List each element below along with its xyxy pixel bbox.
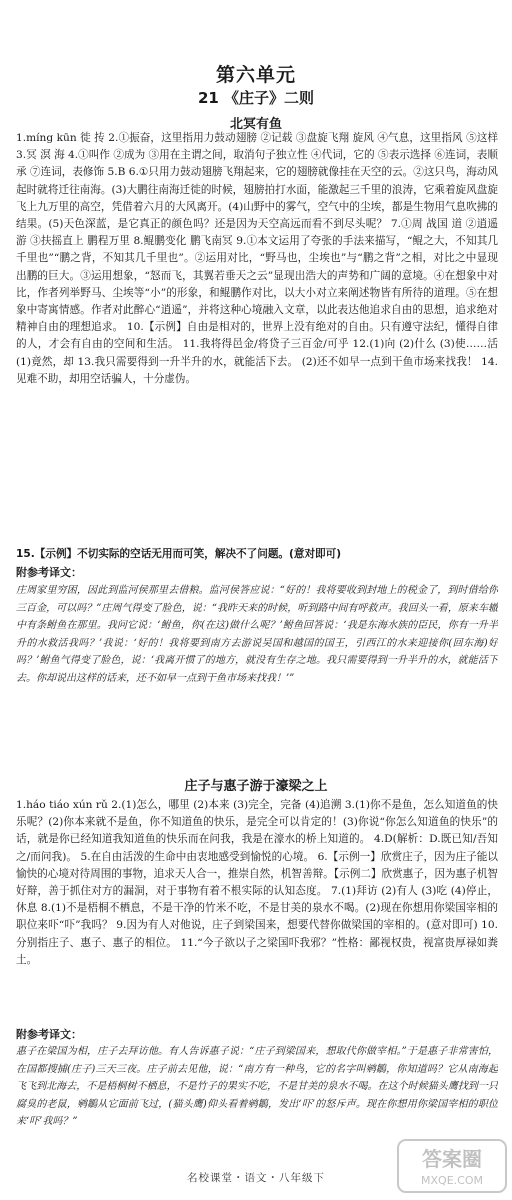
translation-2: 惠子在梁国为相，庄子去拜访他。有人告诉惠子说：“庄子到梁国来，想取代你做宰相。”于是惠子非常害怕，在国都搜捕(庄子)三天三夜。庄子前去见他，说：“南方有一种鸟，它的名字叫鹓鶵，你知道吗？它从南海起飞飞到北海去，不是梧桐树不栖息，不是竹子的果实不吃，不是甘美的泉水不喝。在这个时候猫头鹰找到一只腐臭的老鼠，鹓鶵从它面前飞过，(猫头鹰)仰头看着鹓鶵，发出‘吓’的怒斥声。现在你想用你梁国宰相的职位来‘吓’我吗？” bbox=[16, 1046, 498, 1128]
section1-answer-15: 15.【示例】不切实际的空话无用而可笑，解决不了问题。(意对即可) bbox=[16, 548, 342, 560]
footer: 名校课堂・语文・八年级下 bbox=[187, 1172, 325, 1184]
unit-title: 第六单元 bbox=[215, 64, 296, 86]
reference-translation-label: 附参考译文： bbox=[16, 566, 82, 579]
watermark-logo bbox=[396, 1138, 508, 1194]
svg-text:MXQE.COM: MXQE.COM bbox=[421, 1174, 483, 1187]
lesson-title-21: 21 《庄子》二则 bbox=[197, 89, 315, 107]
reference-translation-label-2: 附参考译文： bbox=[16, 1028, 82, 1041]
section-title-beiming: 北冥有鱼 bbox=[229, 117, 282, 132]
section1-answers: 1.míng kūn 徙 抟 2.①振奋，这里指用力鼓动翅膀 ②记载 ③盘旋飞翔 旋风 ④气息，这里指风 ⑤这样 3.冥 溟 海 4.①叫作 ②成为 ③用在主谓之间，取消句子独立性 ④代词，它的 ⑤表示选择 ⑥连词，表顺承 ⑦连词，表修饰 5.B 6.①只用力鼓动翅膀飞翔起来，它的翅膀就像挂在天空的云。②这只鸟，海动风起时就将迁往南海。(3)大鹏往南海迁徙的时候，翅膀拍打水面，能激起三千里的浪涛，它乘着旋风盘旋飞上九万里的高空，凭借着六月的大风离开。(4)山野中的雾气，空气中的尘埃，都是生物用气息吹拂的结果。(5)天色深蓝，是它真正的颜色吗？还是因为天空高远而看不到尽头呢？ 7.①周 战国 道 ②逍遥游 ③扶摇直上 鹏程万里 8.鲲鹏变化 鹏飞南冥 9.①本文运用了夸张的手法来描写，“鲲之大，不知其几千里也”“鹏之背，不知其几千里也”。②运用对比，“野马也，尘埃也”与“鹏之背”之相，对比之中显现出鹏的巨大。③运用想象，“怒而飞，其翼若垂天之云”显现出浩大的声势和广阔的意境。④在想象中对比，作者列举野马、尘埃等“小”的形象，和鲲鹏作对比，以大小对立来阐述物皆有所待的道理。⑤在想象中寄寓情感。作者对此醉心“逍遥”，并将这种心境融入文章，以此表达他追求自由的思想，追求绝对精神自由的理想追求。 10.【示例】自由是相对的，世界上没有绝对的自由。只有遵守法纪，懂得自律的人，才会有自由的空间和生活。 11.我将得邑金/将贷子三百金/可乎 12.(1)向 (2)什么 (3)使……活 (1)竟然，却 13.我只需要得到一升半升的水，就能活下去。 (2)还不如早一点到干鱼市场来找我！ 14.见难不助，却用空话骗人，十分虚伪。 bbox=[16, 132, 498, 385]
translation-1: 庄周家里穷困，因此到监河侯那里去借粮。监河侯答应说：“好的！我将要收到封地上的税金了，到时借给你三百金，可以吗？”庄周气得变了脸色，说：“我昨天来的时候，听到路中间有呼救声。我回头一看，原来车辙中有条鲋鱼在那里。我问它说：‘鲋鱼，你(在这)做什么呢？’鲋鱼回答说：‘我是东海水族的臣民，你有一升半升的水救活我吗？’我说：‘好的！我将要到南方去游说吴国和越国的国王，引西江的水来迎接你(回东海)好吗？’鲋鱼气得变了脸色，说：‘我离开惯了的地方，就没有生存之地。我只需要得到一升半升的水，就能活下去。你却说出这样的话来，还不如早一点到干鱼市场来找我！’” bbox=[16, 585, 498, 684]
section2-answers: 1.háo tiáo xún rǔ 2.(1)怎么，哪里 (2)本来 (3)完全，完备 (4)追溯 3.(1)你不是鱼，怎么知道鱼的快乐呢？(2)你本来就不是鱼，你不知道鱼的快乐，是完全可以肯定的！(3)你说“你怎么知道鱼的快乐”的话，就是你已经知道我知道鱼的快乐而在问我，我是在濠水的桥上知道的。 4.D(解析：D.既已知/吾知之/而问我)。 5.在自由活泼的生命中由衷地感受到愉悦的心境。 6.【示例一】欣赏庄子，因为庄子能以愉快的心境对待周围的事物，追求天人合一，推崇自然，机智善辩。【示例二】欣赏惠子，因为惠子机智好辩，善于抓住对方的漏洞，对于事物有着不根实际的认知态度。 7.(1)拜访 (2)有人 (3)吃 (4)停止，休息 8.(1)不是梧桐不栖息，不是干净的竹米不吃，不是甘美的泉水不喝。(2)现在你想用你梁国宰相的职位来吓“吓”我吗？ 9.因为有人对他说，庄子到梁国来，想要代替你做梁国的宰相的。(意对即可) 10.分别指庄子、惠子、惠子的相位。 11.“今子欲以子之梁国吓我邪？”性格：鄙视权贵，视富贵厚禄如粪土。 bbox=[16, 799, 498, 966]
section-title-haoliang: 庄子与惠子游于濠梁之上 bbox=[184, 779, 328, 794]
svg-text:答案圈: 答案圈 bbox=[422, 1147, 482, 1171]
